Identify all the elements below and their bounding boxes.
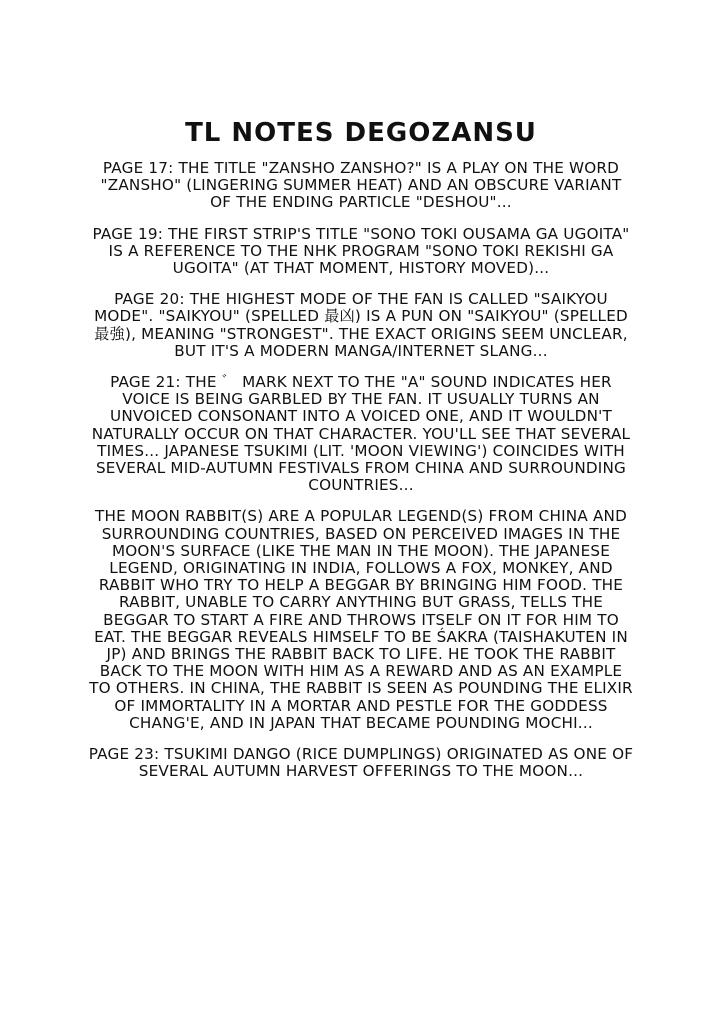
note-page-20: PAGE 20: THE HIGHEST MODE OF THE FAN IS CALLED "SAIKYOU MODE". "SAIKYOU" (SPELLED 最凶) IS A PUN ON "SAIKYOU" (SPELLED 最強), MEANING "STRONGEST". THE EXACT ORIGINS SEEM UNCLEAR, BUT IT'S A MODERN MANGA/INTERNET SLANG... <box>94 290 628 360</box>
note-page-21: PAGE 21: THE ゛ MARK NEXT TO THE "A" SOUND INDICATES HER VOICE IS BEING GARBLED BY THE FAN. IT USUALLY TURNS AN UNVOICED CONSONANT INTO A VOICED ONE, AND IT WOULDN'T NATURALLY OCCUR ON THAT CHARACTER. YOU'LL SEE THAT SEVERAL TIMES... JAPANESE TSUKIMI (LIT. 'MOON VIEWING') COINCIDES WITH SEVERAL MID-AUTUMN FESTIVALS FROM CHINA AND SURROUNDING COUNTRIES... <box>91 373 631 495</box>
note-page-17: PAGE 17: THE TITLE "ZANSHO ZANSHO?" IS A PLAY ON THE WORD "ZANSHO" (LINGERING SUMMER HEAT) AND AN OBSCURE VARIANT OF THE ENDING PARTICLE "DESHOU"... <box>100 159 622 212</box>
tl-notes-page <box>88 118 634 795</box>
note-page-19: PAGE 19: THE FIRST STRIP'S TITLE "SONO TOKI OUSAMA GA UGOITA" IS A REFERENCE TO THE NHK PROGRAM "SONO TOKI REKISHI GA UGOITA" (AT THAT MOMENT, HISTORY MOVED)... <box>92 224 630 278</box>
page-title: TL NOTES DEGOZANSU <box>185 118 537 148</box>
note-moon-rabbit: THE MOON RABBIT(S) ARE A POPULAR LEGEND(S) FROM CHINA AND SURROUNDING COUNTRIES, BASED ON PERCEIVED IMAGES IN THE MOON'S SURFACE (LIKE THE MAN IN THE MOON). THE JAPANESE LEGEND, ORIGINATING IN INDIA, FOLLOWS A FOX, MONKEY, AND RABBIT WHO TRY TO HELP A BEGGAR BY BRINGING HIM FOOD. THE RABBIT, UNABLE TO CARRY ANYTHING BUT GRASS, TELLS THE BEGGAR TO START A FIRE AND THROWS ITSELF ON IT FOR HIM TO EAT. THE BEGGAR REVEALS HIMSELF TO BE ŚAKRA (TAISHAKUTEN IN JP) AND BRINGS THE RABBIT BACK TO LIFE. HE TOOK THE RABBIT BACK TO THE MOON WITH HIM AS A REWARD AND AS AN EXAMPLE TO OTHERS. IN CHINA, THE RABBIT IS SEEN AS POUNDING THE ELIXIR OF IMMORTALITY IN A MORTAR AND PESTLE FOR THE GODDESS CHANG'E, AND IN JAPAN THAT BECAME POUNDING MOCHI... <box>89 507 633 732</box>
note-page-23: PAGE 23: TSUKIMI DANGO (RICE DUMPLINGS) ORIGINATED AS ONE OF SEVERAL AUTUMN HARVEST OFFERINGS TO THE MOON... <box>88 745 634 781</box>
